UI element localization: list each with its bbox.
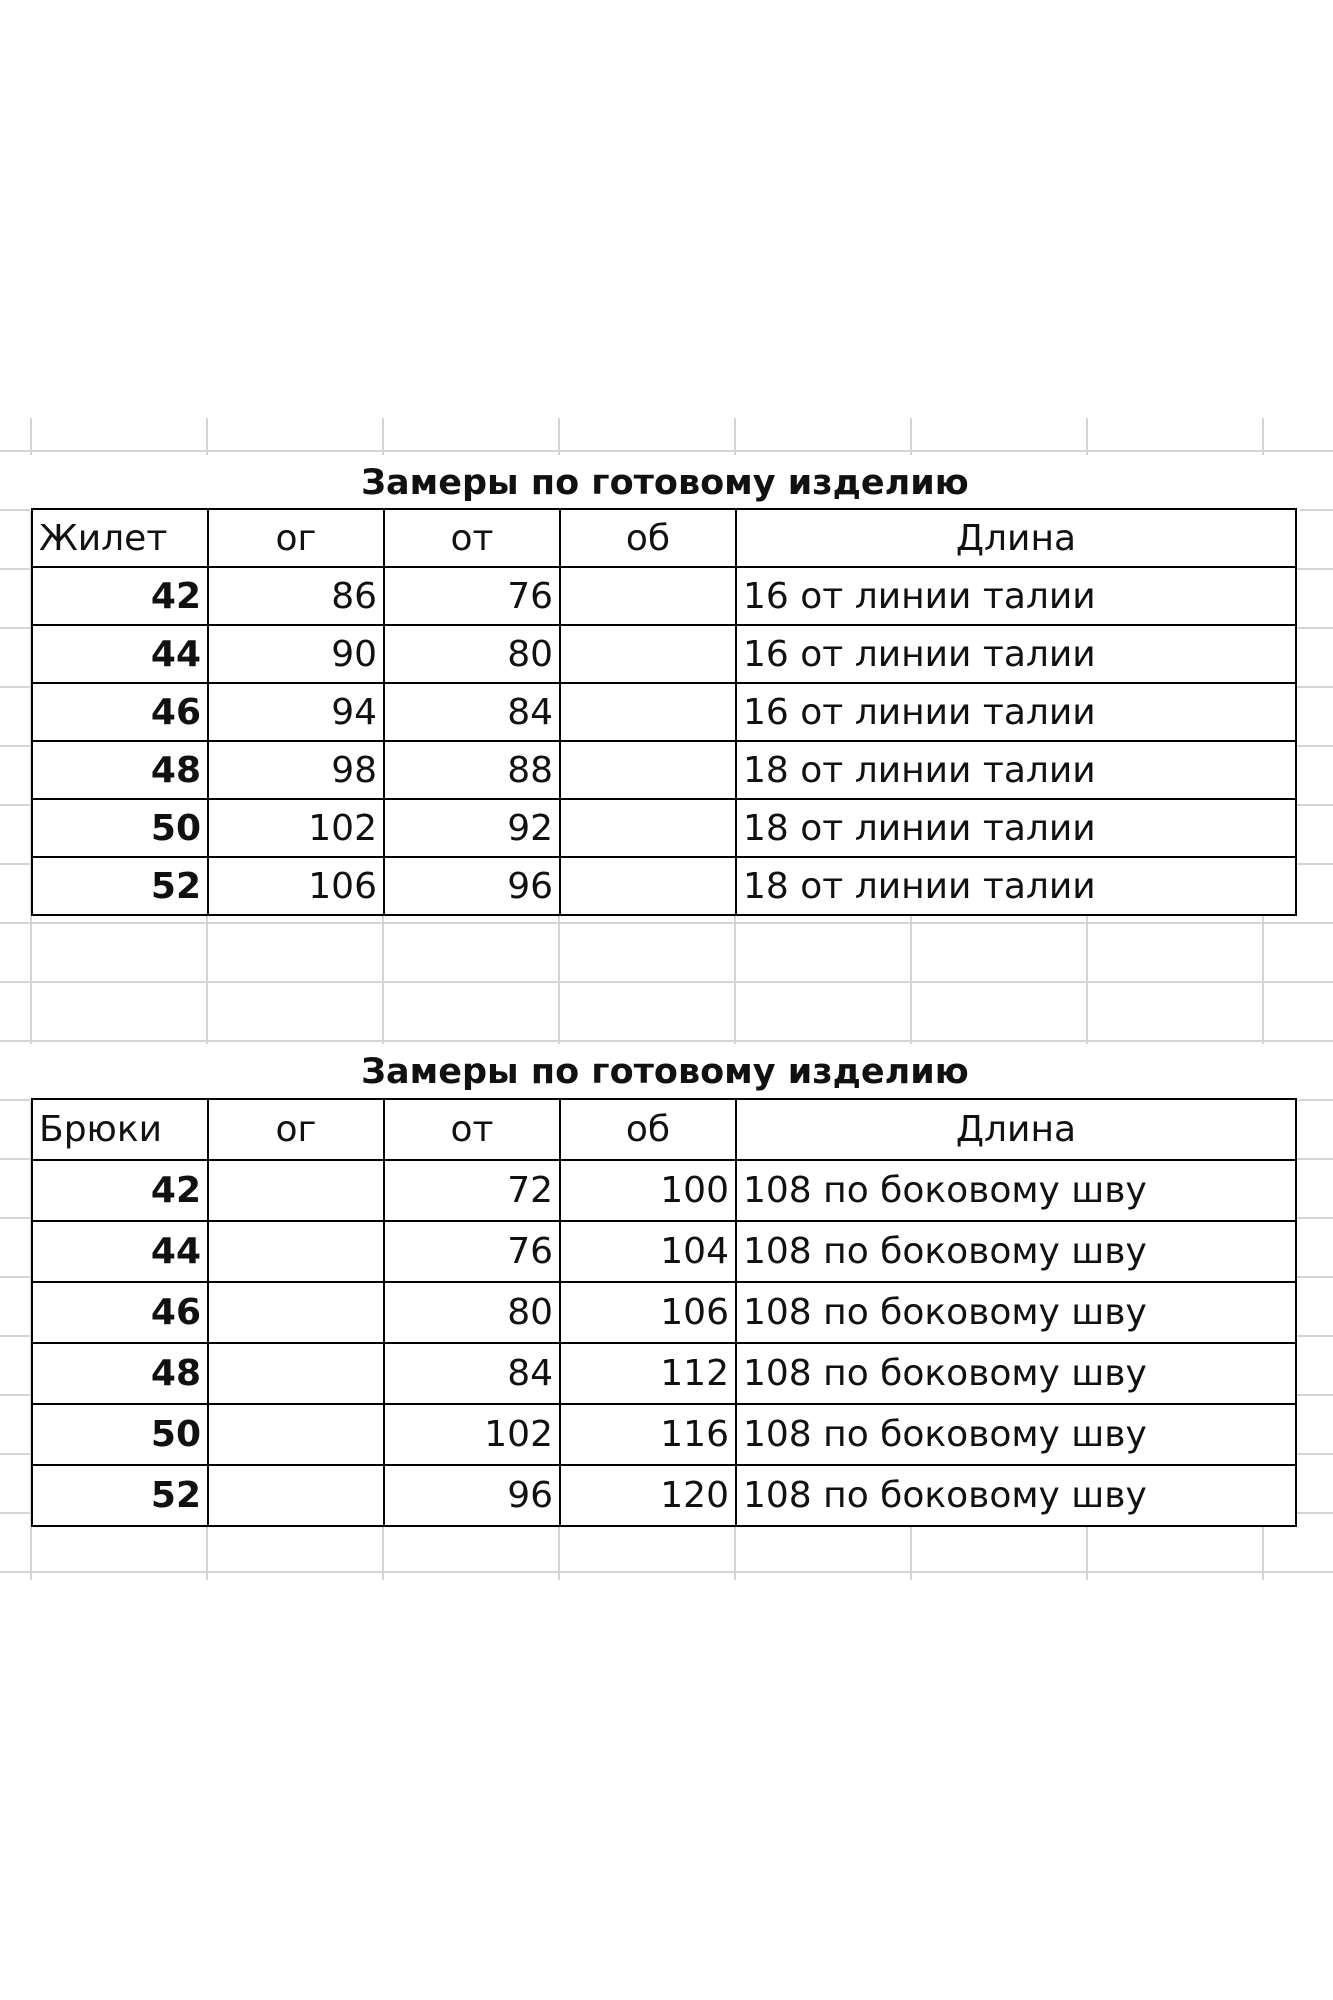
vest-og-cell: 106: [208, 857, 384, 915]
trousers-header-row: [32, 1099, 1296, 1160]
vest-ob-cell: [560, 799, 736, 857]
table-row: [32, 1465, 1296, 1526]
table-row: [32, 1343, 1296, 1404]
trousers-ot-cell: 76: [384, 1221, 560, 1282]
vest-ot-cell: 92: [384, 799, 560, 857]
vest-size-cell: 42: [32, 567, 208, 625]
vest-og-header: ог: [208, 509, 384, 567]
trousers-og-cell: [208, 1465, 384, 1526]
trousers-length-cell: 108 по боковому шву: [736, 1160, 1296, 1221]
vest-size-cell: 50: [32, 799, 208, 857]
table-row: [32, 857, 1296, 915]
trousers-length-header: Длина: [736, 1099, 1296, 1160]
trousers-og-cell: [208, 1221, 384, 1282]
trousers-ob-cell: 100: [560, 1160, 736, 1221]
trousers-og-cell: [208, 1404, 384, 1465]
trousers-size-cell: 42: [32, 1160, 208, 1221]
trousers-ot-cell: 72: [384, 1160, 560, 1221]
vest-size-cell: 52: [32, 857, 208, 915]
table-row: [32, 741, 1296, 799]
trousers-size-cell: 52: [32, 1465, 208, 1526]
trousers-size-cell: 46: [32, 1282, 208, 1343]
trousers-ob-header: об: [560, 1099, 736, 1160]
trousers-length-cell: 108 по боковому шву: [736, 1282, 1296, 1343]
trousers-ob-cell: 104: [560, 1221, 736, 1282]
vest-length-cell: 18 от линии талии: [736, 741, 1296, 799]
table-row: [32, 683, 1296, 741]
vest-size-cell: 44: [32, 625, 208, 683]
vest-size-cell: 46: [32, 683, 208, 741]
vest-ot-cell: 80: [384, 625, 560, 683]
trousers-size-cell: 44: [32, 1221, 208, 1282]
vest-ob-cell: [560, 625, 736, 683]
trousers-ot-cell: 102: [384, 1404, 560, 1465]
trousers-ob-cell: 106: [560, 1282, 736, 1343]
trousers-length-cell: 108 по боковому шву: [736, 1343, 1296, 1404]
table-row: [32, 1282, 1296, 1343]
vest-length-cell: 18 от линии талии: [736, 857, 1296, 915]
vest-length-header: Длина: [736, 509, 1296, 567]
trousers-measurements-table: [31, 1098, 1297, 1527]
spreadsheet-grid: [0, 418, 1333, 1580]
trousers-ot-cell: 80: [384, 1282, 560, 1343]
vest-length-cell: 16 от линии талии: [736, 683, 1296, 741]
vest-og-cell: 90: [208, 625, 384, 683]
vest-measurements-table: [31, 508, 1297, 916]
trousers-length-cell: 108 по боковому шву: [736, 1221, 1296, 1282]
vest-ob-cell: [560, 683, 736, 741]
trousers-og-cell: [208, 1343, 384, 1404]
vest-ot-cell: 96: [384, 857, 560, 915]
vest-og-cell: 98: [208, 741, 384, 799]
trousers-og-header: ог: [208, 1099, 384, 1160]
table-row: [32, 625, 1296, 683]
table-row: [32, 1221, 1296, 1282]
vest-ot-header: от: [384, 509, 560, 567]
vest-ot-cell: 88: [384, 741, 560, 799]
table-row: [32, 1160, 1296, 1221]
table-row: [32, 567, 1296, 625]
trousers-ob-cell: 116: [560, 1404, 736, 1465]
vest-og-cell: 94: [208, 683, 384, 741]
trousers-ob-cell: 120: [560, 1465, 736, 1526]
trousers-og-cell: [208, 1160, 384, 1221]
vest-table-title: Замеры по готовому изделию: [30, 455, 1300, 511]
vest-length-cell: 16 от линии талии: [736, 567, 1296, 625]
vest-length-cell: 18 от линии талии: [736, 799, 1296, 857]
vest-ot-cell: 76: [384, 567, 560, 625]
table-row: [32, 1404, 1296, 1465]
trousers-table-title: Замеры по готовому изделию: [30, 1044, 1300, 1100]
trousers-ot-header: от: [384, 1099, 560, 1160]
vest-ot-cell: 84: [384, 683, 560, 741]
vest-ob-cell: [560, 567, 736, 625]
vest-og-cell: 102: [208, 799, 384, 857]
vest-length-cell: 16 от линии талии: [736, 625, 1296, 683]
vest-ob-cell: [560, 741, 736, 799]
trousers-length-cell: 108 по боковому шву: [736, 1465, 1296, 1526]
vest-og-cell: 86: [208, 567, 384, 625]
vest-size-cell: 48: [32, 741, 208, 799]
trousers-ob-cell: 112: [560, 1343, 736, 1404]
trousers-length-cell: 108 по боковому шву: [736, 1404, 1296, 1465]
trousers-ot-cell: 84: [384, 1343, 560, 1404]
trousers-size-cell: 50: [32, 1404, 208, 1465]
trousers-size-cell: 48: [32, 1343, 208, 1404]
vest-header-row: [32, 509, 1296, 567]
trousers-item-name-header: Брюки: [32, 1099, 208, 1160]
table-row: [32, 799, 1296, 857]
vest-item-name-header: Жилет: [32, 509, 208, 567]
trousers-ot-cell: 96: [384, 1465, 560, 1526]
vest-ob-header: об: [560, 509, 736, 567]
vest-ob-cell: [560, 857, 736, 915]
trousers-og-cell: [208, 1282, 384, 1343]
